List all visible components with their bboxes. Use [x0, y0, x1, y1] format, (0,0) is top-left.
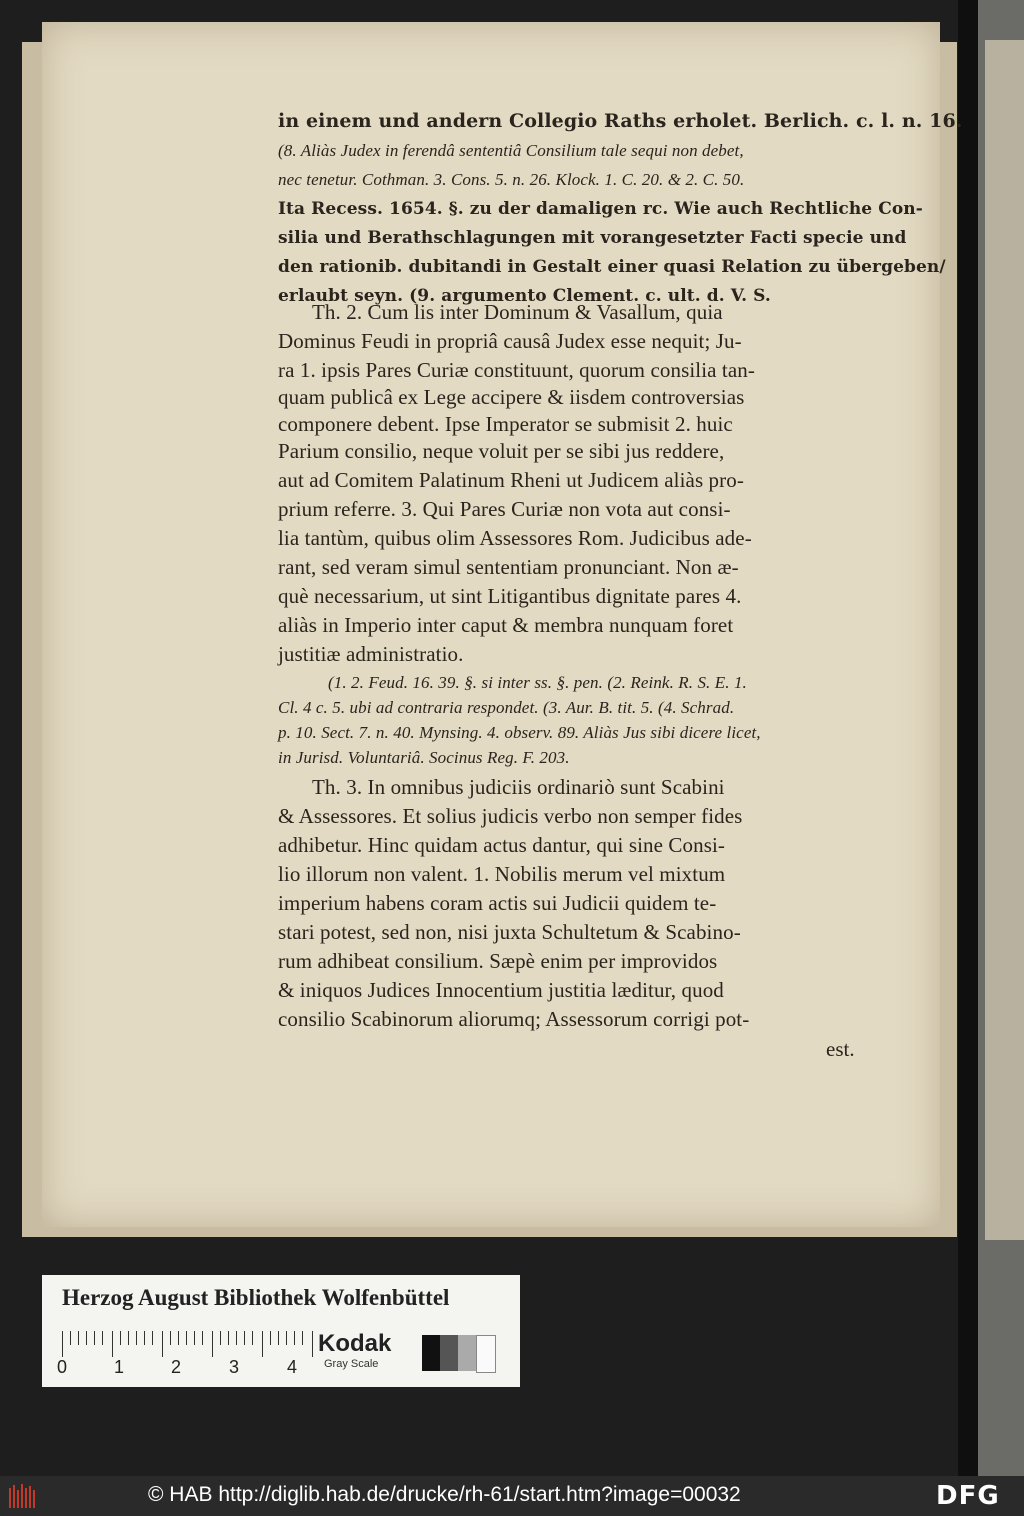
- text-line: p. 10. Sect. 7. n. 40. Mynsing. 4. observ. 89. Aliàs Jus sibi dicere licet,: [278, 723, 761, 742]
- text-line: rum adhibeat consilium. Sæpè enim per improvidos: [278, 949, 718, 973]
- text-line: den rationib. dubitandi in Gestalt einer quasi Relation zu übergeben/: [278, 257, 946, 277]
- footer-bar: [0, 1476, 1024, 1516]
- text-line: consilio Scabinorum aliorumq; Assessorum corrigi pot-: [278, 1007, 750, 1031]
- text-line: què necessarium, ut sint Litigantibus dignitate pares 4.: [278, 584, 742, 608]
- text-line: rant, sed veram simul sententiam pronunciant. Non æ-: [278, 555, 739, 579]
- text-line: Ita Recess. 1654. §. zu der damaligen rc. Wie auch Rechtliche Con-: [278, 199, 923, 219]
- book-edge-dark: [958, 0, 978, 1476]
- text-line: Th. 2. Cum lis inter Dominum & Vasallum, quia: [312, 300, 723, 324]
- catchword: est.: [826, 1037, 855, 1061]
- color-calibration-card: [42, 1275, 520, 1387]
- gray-swatch-black: [422, 1335, 440, 1371]
- text-line: nec tenetur. Cothman. 3. Cons. 5. n. 26. Klock. 1. C. 20. & 2. C. 50.: [278, 170, 745, 189]
- kodak-brand: Kodak: [318, 1330, 392, 1357]
- text-line: in Jurisd. Voluntariâ. Socinus Reg. F. 203.: [278, 748, 570, 767]
- text-line: in einem und andern Collegio Raths erholet. Berlich. c. l. n. 16.: [278, 110, 963, 132]
- text-line: (8. Aliàs Judex in ferendâ sententiâ Consilium tale sequi non debet,: [278, 141, 744, 160]
- gray-swatch-dark: [440, 1335, 458, 1371]
- ruler-number: 1: [114, 1357, 125, 1377]
- ruler-number: 2: [171, 1357, 182, 1377]
- text-line: Th. 3. In omnibus judiciis ordinariò sunt Scabini: [312, 775, 725, 799]
- text-line: componere debent. Ipse Imperator se submisit 2. huic: [278, 412, 733, 436]
- text-line: lio illorum non valent. 1. Nobilis merum vel mixtum: [278, 862, 726, 886]
- text-line: imperium habens coram actis sui Judicii quidem te-: [278, 891, 717, 915]
- gray-scale-label: Gray Scale: [324, 1358, 379, 1370]
- gray-swatch-mid: [458, 1335, 476, 1371]
- text-line: prium referre. 3. Qui Pares Curiæ non vota aut consi-: [278, 497, 731, 521]
- text-line: justitiæ administratio.: [278, 642, 464, 666]
- text-line: ra 1. ipsis Pares Curiæ constituunt, quorum consilia tan-: [278, 358, 755, 382]
- library-name: Herzog August Bibliothek Wolfenbüttel: [62, 1285, 450, 1310]
- footer-link[interactable]: © HAB http://diglib.hab.de/drucke/rh-61/start.htm?image=00032: [148, 1483, 741, 1506]
- text-line: adhibetur. Hinc quidam actus dantur, qui sine Consi-: [278, 833, 726, 857]
- text-line: quam publicâ ex Lege accipere & iisdem controversias: [278, 385, 745, 409]
- gray-swatch-white: [476, 1335, 496, 1373]
- ruler-number: 0: [57, 1357, 68, 1377]
- text-line: Cl. 4 c. 5. ubi ad contraria respondet. (3. Aur. B. tit. 5. (4. Schrad.: [278, 698, 735, 717]
- text-line: aliàs in Imperio inter caput & membra nunquam foret: [278, 613, 734, 637]
- ruler-scale: [62, 1331, 312, 1357]
- dfg-logo: DFG: [936, 1481, 1000, 1511]
- text-line: stari potest, sed non, nisi juxta Schultetum & Scabino-: [278, 920, 741, 944]
- ruler-number: 4: [287, 1357, 298, 1377]
- text-line: (1. 2. Feud. 16. 39. §. si inter ss. §. pen. (2. Reink. R. S. E. 1.: [328, 673, 747, 692]
- hab-logo-icon: [8, 1482, 38, 1510]
- text-line: silia und Berathschlagungen mit vorangesetzter Facti specie und: [278, 228, 907, 248]
- text-line: Parium consilio, neque voluit per se sibi jus reddere,: [278, 439, 725, 463]
- text-line: Dominus Feudi in propriâ causâ Judex esse nequit; Ju-: [278, 329, 742, 353]
- ruler-number: 3: [229, 1357, 240, 1377]
- text-line: erlaubt seyn. (9. argumento Clement. c. ult. d. V. S.: [278, 286, 771, 306]
- text-line: lia tantùm, quibus olim Assessores Rom. Judicibus ade-: [278, 526, 752, 550]
- book-edge-paper: [985, 40, 1024, 1240]
- text-line: & Assessores. Et solius judicis verbo non semper fides: [278, 804, 743, 828]
- text-line: aut ad Comitem Palatinum Rheni ut Judicem aliàs pro-: [278, 468, 744, 492]
- text-line: & iniquos Judices Innocentium justitia læditur, quod: [278, 978, 724, 1002]
